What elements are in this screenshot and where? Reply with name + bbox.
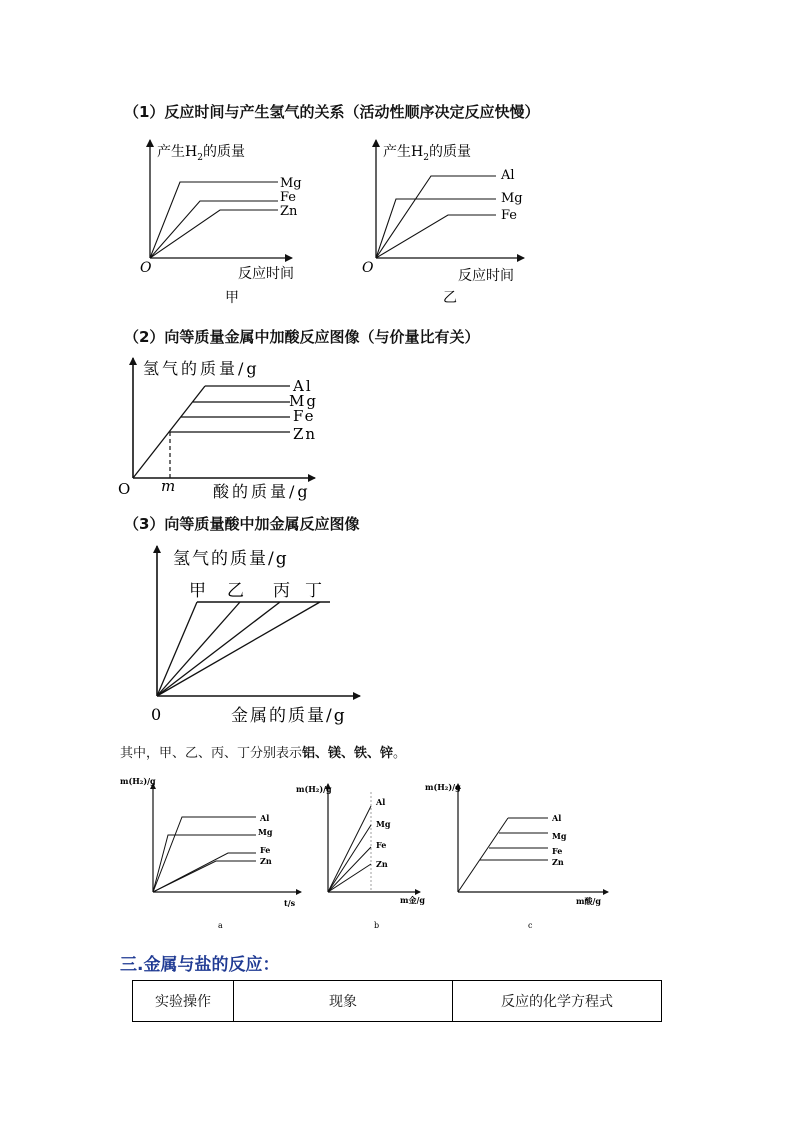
figure-summary-abc	[118, 770, 618, 935]
column-header-operation: 实验操作	[133, 981, 234, 1022]
caption-c: c	[528, 921, 533, 930]
caption-yi: 乙	[443, 290, 457, 306]
chart-jia	[140, 140, 302, 306]
y-axis-label: 氢气的质量/g	[143, 359, 260, 378]
section-3-heading: 三.金属与盐的反应：	[120, 955, 280, 975]
origin-label: 0	[151, 705, 162, 724]
series-line-yi	[157, 602, 240, 696]
series-line-jia	[157, 602, 197, 696]
x-axis-label: 反应时间	[238, 266, 294, 282]
series-label-fe: Fe	[293, 407, 316, 425]
series-label-mg: Mg	[552, 831, 567, 841]
series-label-mg: Mg	[280, 176, 302, 191]
caption-a: a	[218, 921, 223, 930]
origin-label: O	[118, 480, 131, 498]
heading-3: （3）向等质量酸中加金属反应图像	[124, 515, 360, 533]
series-line-fe	[153, 853, 256, 892]
series-label-fe: Fe	[376, 840, 387, 850]
series-label-zn: Zn	[293, 425, 318, 443]
series-line-fe	[328, 847, 371, 892]
figure-add-metal	[145, 540, 395, 725]
x-axis-label: 反应时间	[458, 268, 514, 284]
series-label-mg: Mg	[289, 392, 318, 410]
x-axis-label: t/s	[284, 898, 296, 908]
series-line-al	[328, 806, 371, 892]
series-label-fe: Fe	[280, 190, 297, 205]
x-axis-label: m金/g	[400, 895, 425, 905]
series-line-ding	[157, 602, 320, 696]
series-line-mg	[376, 199, 496, 258]
series-line-al	[376, 176, 496, 258]
series-label-al: Al	[376, 797, 386, 807]
x-axis-label: 金属的质量/g	[231, 706, 347, 725]
series-line-fe	[376, 215, 496, 258]
y-axis-label: 产生$H_2$的质量	[157, 144, 245, 163]
series-label-fe: Fe	[552, 846, 563, 856]
series-label-al: Al	[552, 813, 562, 823]
x-axis-label: m酸/g	[576, 896, 601, 906]
series-label-bing: 丙	[273, 581, 290, 601]
series-label-al: Al	[501, 168, 515, 183]
y-axis-label: m(H₂)/g	[425, 782, 461, 792]
m-marker-label: m	[161, 477, 176, 495]
y-axis-label: 氢气的质量/g	[173, 549, 289, 569]
series-label-mg: Mg	[501, 191, 523, 206]
origin-label: O	[140, 260, 152, 276]
origin-label: O	[362, 260, 374, 276]
chart-a	[120, 776, 301, 930]
series-label-fe: Fe	[260, 845, 271, 855]
chart-yi	[362, 140, 524, 306]
series-label-zn: Zn	[280, 204, 298, 219]
heading-1: （1）反应时间与产生氢气的关系（活动性顺序决定反应快慢）	[124, 103, 540, 121]
series-label-al: Al	[293, 377, 313, 395]
series-line-bing	[157, 602, 280, 696]
chart-c	[425, 782, 608, 930]
series-label-zn: Zn	[552, 857, 564, 867]
table-header-row	[133, 981, 662, 1022]
y-axis-label: m(H₂)/g	[120, 776, 156, 786]
column-header-phenomenon: 现象	[234, 981, 453, 1022]
series-line-mg	[328, 825, 371, 892]
series-label-ding: 丁	[305, 581, 322, 601]
series-line-mg	[150, 182, 278, 258]
series-label-zn: Zn	[260, 856, 272, 866]
series-line-zn	[150, 210, 278, 258]
y-axis-label: 产生$H_2$的质量	[383, 144, 471, 163]
shared-slope-line	[458, 818, 508, 892]
metal-note: 其中，甲、乙、丙、丁分别表示铝、镁、铁、锌。	[120, 746, 407, 761]
caption-b: b	[374, 921, 380, 930]
series-label-jia: 甲	[189, 581, 206, 601]
column-header-equation: 反应的化学方程式	[453, 981, 662, 1022]
series-label-zn: Zn	[376, 859, 388, 869]
heading-2: （2）向等质量金属中加酸反应图像（与价量比有关）	[124, 328, 480, 346]
chart-b	[296, 784, 425, 930]
x-axis-label: 酸的质量/g	[213, 482, 311, 501]
series-line-al	[153, 817, 256, 892]
series-label-fe: Fe	[501, 208, 518, 223]
series-label-mg: Mg	[376, 819, 391, 829]
figure-add-acid	[115, 350, 375, 505]
y-axis-label: m(H₂)/g	[296, 784, 332, 794]
series-label-al: Al	[260, 813, 270, 823]
series-label-yi: 乙	[227, 581, 244, 601]
series-label-mg: Mg	[258, 827, 273, 837]
figure-reaction-time	[130, 128, 550, 308]
caption-jia: 甲	[225, 290, 239, 306]
metal-salt-table	[132, 980, 662, 1022]
